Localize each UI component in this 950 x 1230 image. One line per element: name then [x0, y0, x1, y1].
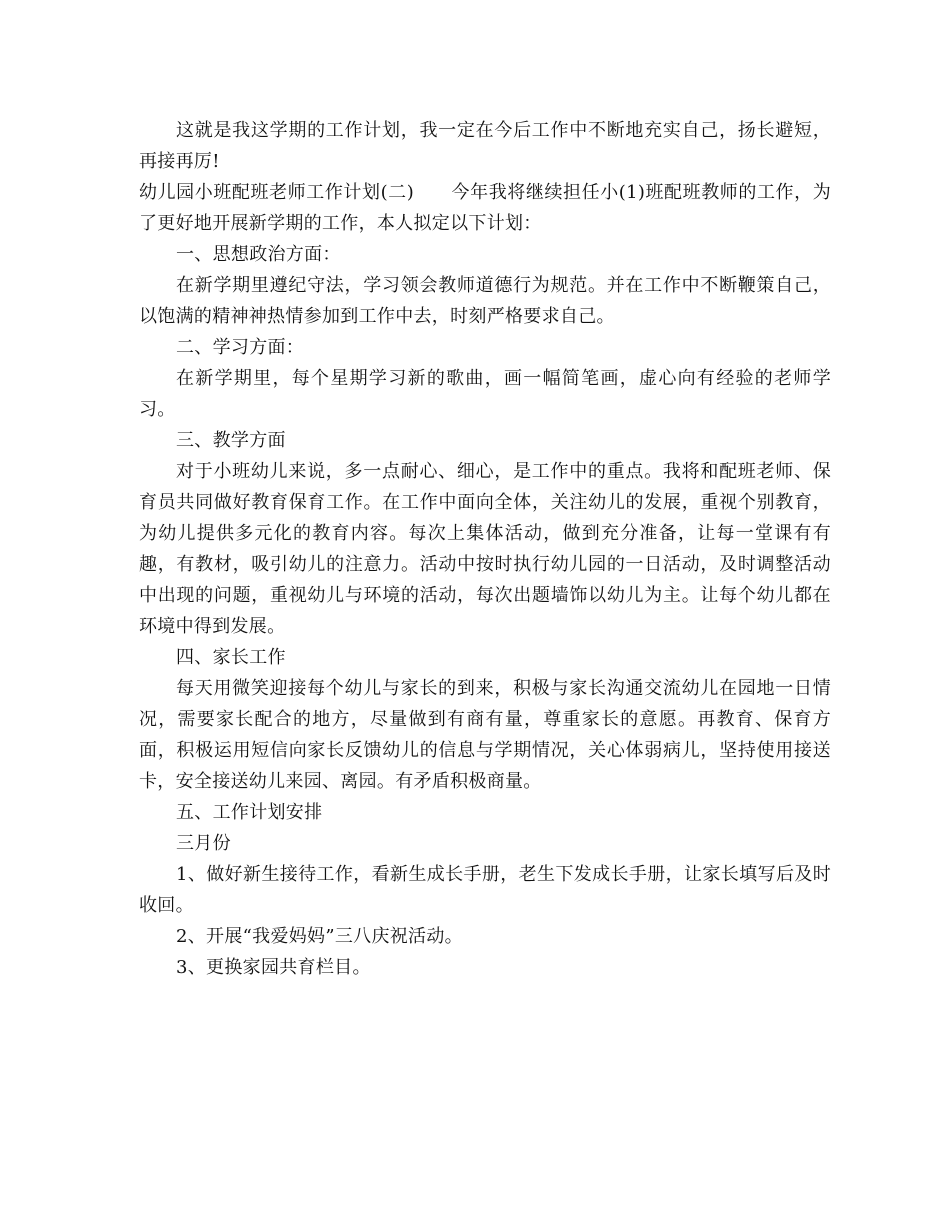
section-heading-politics: 一、思想政治方面： [176, 244, 341, 265]
list-item-1: 1、做好新生接待工作，看新生成长手册，老生下发成长手册，让家长填写后及时收回。 [139, 864, 831, 916]
section-heading-parents: 四、家长工作 [176, 647, 286, 668]
teaching-paragraph: 对于小班幼儿来说，多一点耐心、细心，是工作中的重点。我将和配班老师、保育员共同做好教育保育工作。在工作中面向全体，关注幼儿的发展，重视个别教育，为幼儿提供多元化的教育内容。每次上集体活动，做到充分准备，让每一堂课有有趣，有教材，吸引幼儿的注意力。活动中按时执行幼儿园的一日活动，及时调整活动中出现的问题，重视幼儿与环境的活动，每次出题墙饰以幼儿为主。让每个幼儿都在环境中得到发展。 [139, 461, 831, 637]
politics-paragraph: 在新学期里遵纪守法，学习领会教师道德行为规范。并在工作中不断鞭策自己，以饱满的精神神热情参加到工作中去，时刻严格要求自己。 [139, 275, 831, 327]
closing-paragraph: 这就是我这学期的工作计划，我一定在今后工作中不断地充实自己，扬长避短，再接再厉! [139, 120, 831, 172]
study-paragraph: 在新学期里，每个星期学习新的歌曲，画一幅简笔画，虚心向有经验的老师学习。 [139, 368, 831, 420]
section-heading-study: 二、学习方面： [176, 337, 305, 358]
plan-title-intro-paragraph: 幼儿园小班配班老师工作计划(二) 今年我将继续担任小(1)班配班教师的工作，为了更好地开展新学期的工作，本人拟定以下计划： [139, 182, 831, 234]
month-heading-march: 三月份 [176, 833, 231, 854]
list-item-3: 3、更换家园共育栏目。 [176, 957, 371, 978]
section-heading-teaching: 三、教学方面 [176, 430, 286, 451]
section-heading-schedule: 五、工作计划安排 [176, 802, 323, 823]
parents-paragraph: 每天用微笑迎接每个幼儿与家长的到来，积极与家长沟通交流幼儿在园地一日情况，需要家长配合的地方，尽量做到有商有量，尊重家长的意愿。再教育、保育方面，积极运用短信向家长反馈幼儿的信息与学期情况，关心体弱病儿，坚持使用接送卡，安全接送幼儿来园、离园。有矛盾积极商量。 [139, 678, 831, 792]
list-item-2: 2、开展“我爱妈妈”三八庆祝活动。 [176, 926, 463, 947]
document-page [139, 115, 831, 983]
